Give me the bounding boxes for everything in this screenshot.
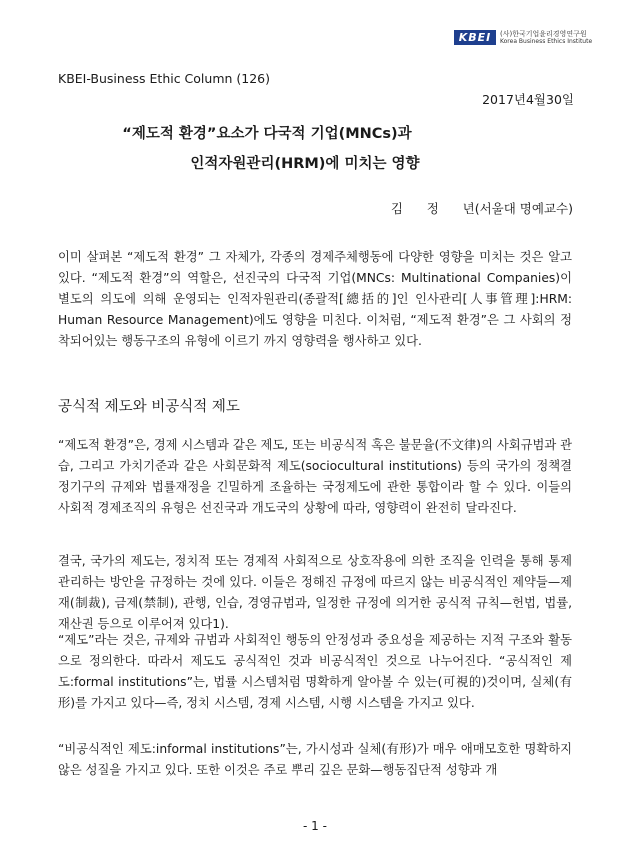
paragraph-4: “제도”라는 것은, 규제와 규범과 사회적인 행동의 안정성과 중요성을 제공하는 지적 구조와 활동으로 정의한다. 따라서 제도도 공식적인 것과 비공식적인 것으로 나누어진다. “공식적인 제도:formal institutions”는, 법률 시스템처럼 명확하게 알아볼 수 있는(可視的)것이며, 실체(有形)를 가지고 있다—즉, 정치 시스템, 경제 시스템, 시행 시스템을 가지고 있다. — [58, 633, 572, 710]
section-heading: 공식적 제도와 비공식적 제도 — [58, 399, 240, 415]
logo-mark: KBEI — [454, 30, 496, 45]
intro-paragraph: 이미 살펴본 “제도적 환경” 그 자체가, 각종의 경제주체행동에 다양한 영향을 미치는 것은 알고 있다. “제도적 환경”의 역할은, 선진국의 다국적 기업(MNCs: Multinational Companies)이 별도의 의도에 의해 운영되는 인적자원관리(종괄적[總括的]인 인사관리[人事管理]:HRM: Human Resource Management)에도 영향을 미친다. 이처럼, “제도적 환경”은 그 사회의 정착되어있는 행동구조의 유형에 이르기 까지 영향력을 행사하고 있다. — [58, 250, 572, 348]
title-line-1: “제도적 환경”요소가 다국적 기업(MNCs)과 — [122, 126, 412, 142]
logo-korean-name: (사)한국기업윤리경영연구원 — [500, 30, 587, 38]
paragraph-3: 결국, 국가의 제도는, 정치적 또는 경제적 사회적으로 상호작용에 의한 조직을 인력을 통해 통제 관리하는 방안을 규정하는 것에 있다. 이들은 정해진 규정에 따르지 않는 비공식적인 제약들—제재(制裁), 금제(禁制), 관행, 인습, 경영규범과, 일정한 규정에 의거한 공식적 규칙—헌법, 법률, 재산권 등으로 이루어져 있다1). — [58, 554, 572, 631]
title-line-2: 인적자원관리(HRM)에 미치는 영향 — [190, 156, 420, 172]
paragraph-5: “비공식적인 제도:informal institutions”는, 가시성과 실체(有形)가 매우 애매모호한 명확하지 않은 성질을 가지고 있다. 또한 이것은 주로 뿌리 깊은 문화—행동집단적 성향과 개 — [58, 742, 572, 777]
page-number: - 1 - — [303, 819, 327, 833]
paragraph-2: “제도적 환경”은, 경제 시스템과 같은 제도, 또는 비공식적 혹은 불문율(不文律)의 사회규범과 관습, 그리고 가치기준과 같은 사회문화적 제도(sociocultural institutions) 등의 국가의 정책결정기구의 규제와 법률재정을 긴밀하게 조율하는 국정제도에 관한 통합이라 할 수 있다. 이들의 사회적 경제조직의 유형은 선진국과 개도국의 상황에 따라, 영향력이 완전히 달라진다. — [58, 438, 572, 515]
kbei-logo — [454, 28, 594, 48]
publication-date: 2017년4월30일 — [482, 92, 574, 107]
logo-english-name: Korea Business Ethics Institute — [500, 38, 593, 45]
column-label: KBEI-Business Ethic Column (126) — [58, 71, 271, 86]
author-line: 김 정 년(서울대 명예교수) — [390, 201, 573, 216]
